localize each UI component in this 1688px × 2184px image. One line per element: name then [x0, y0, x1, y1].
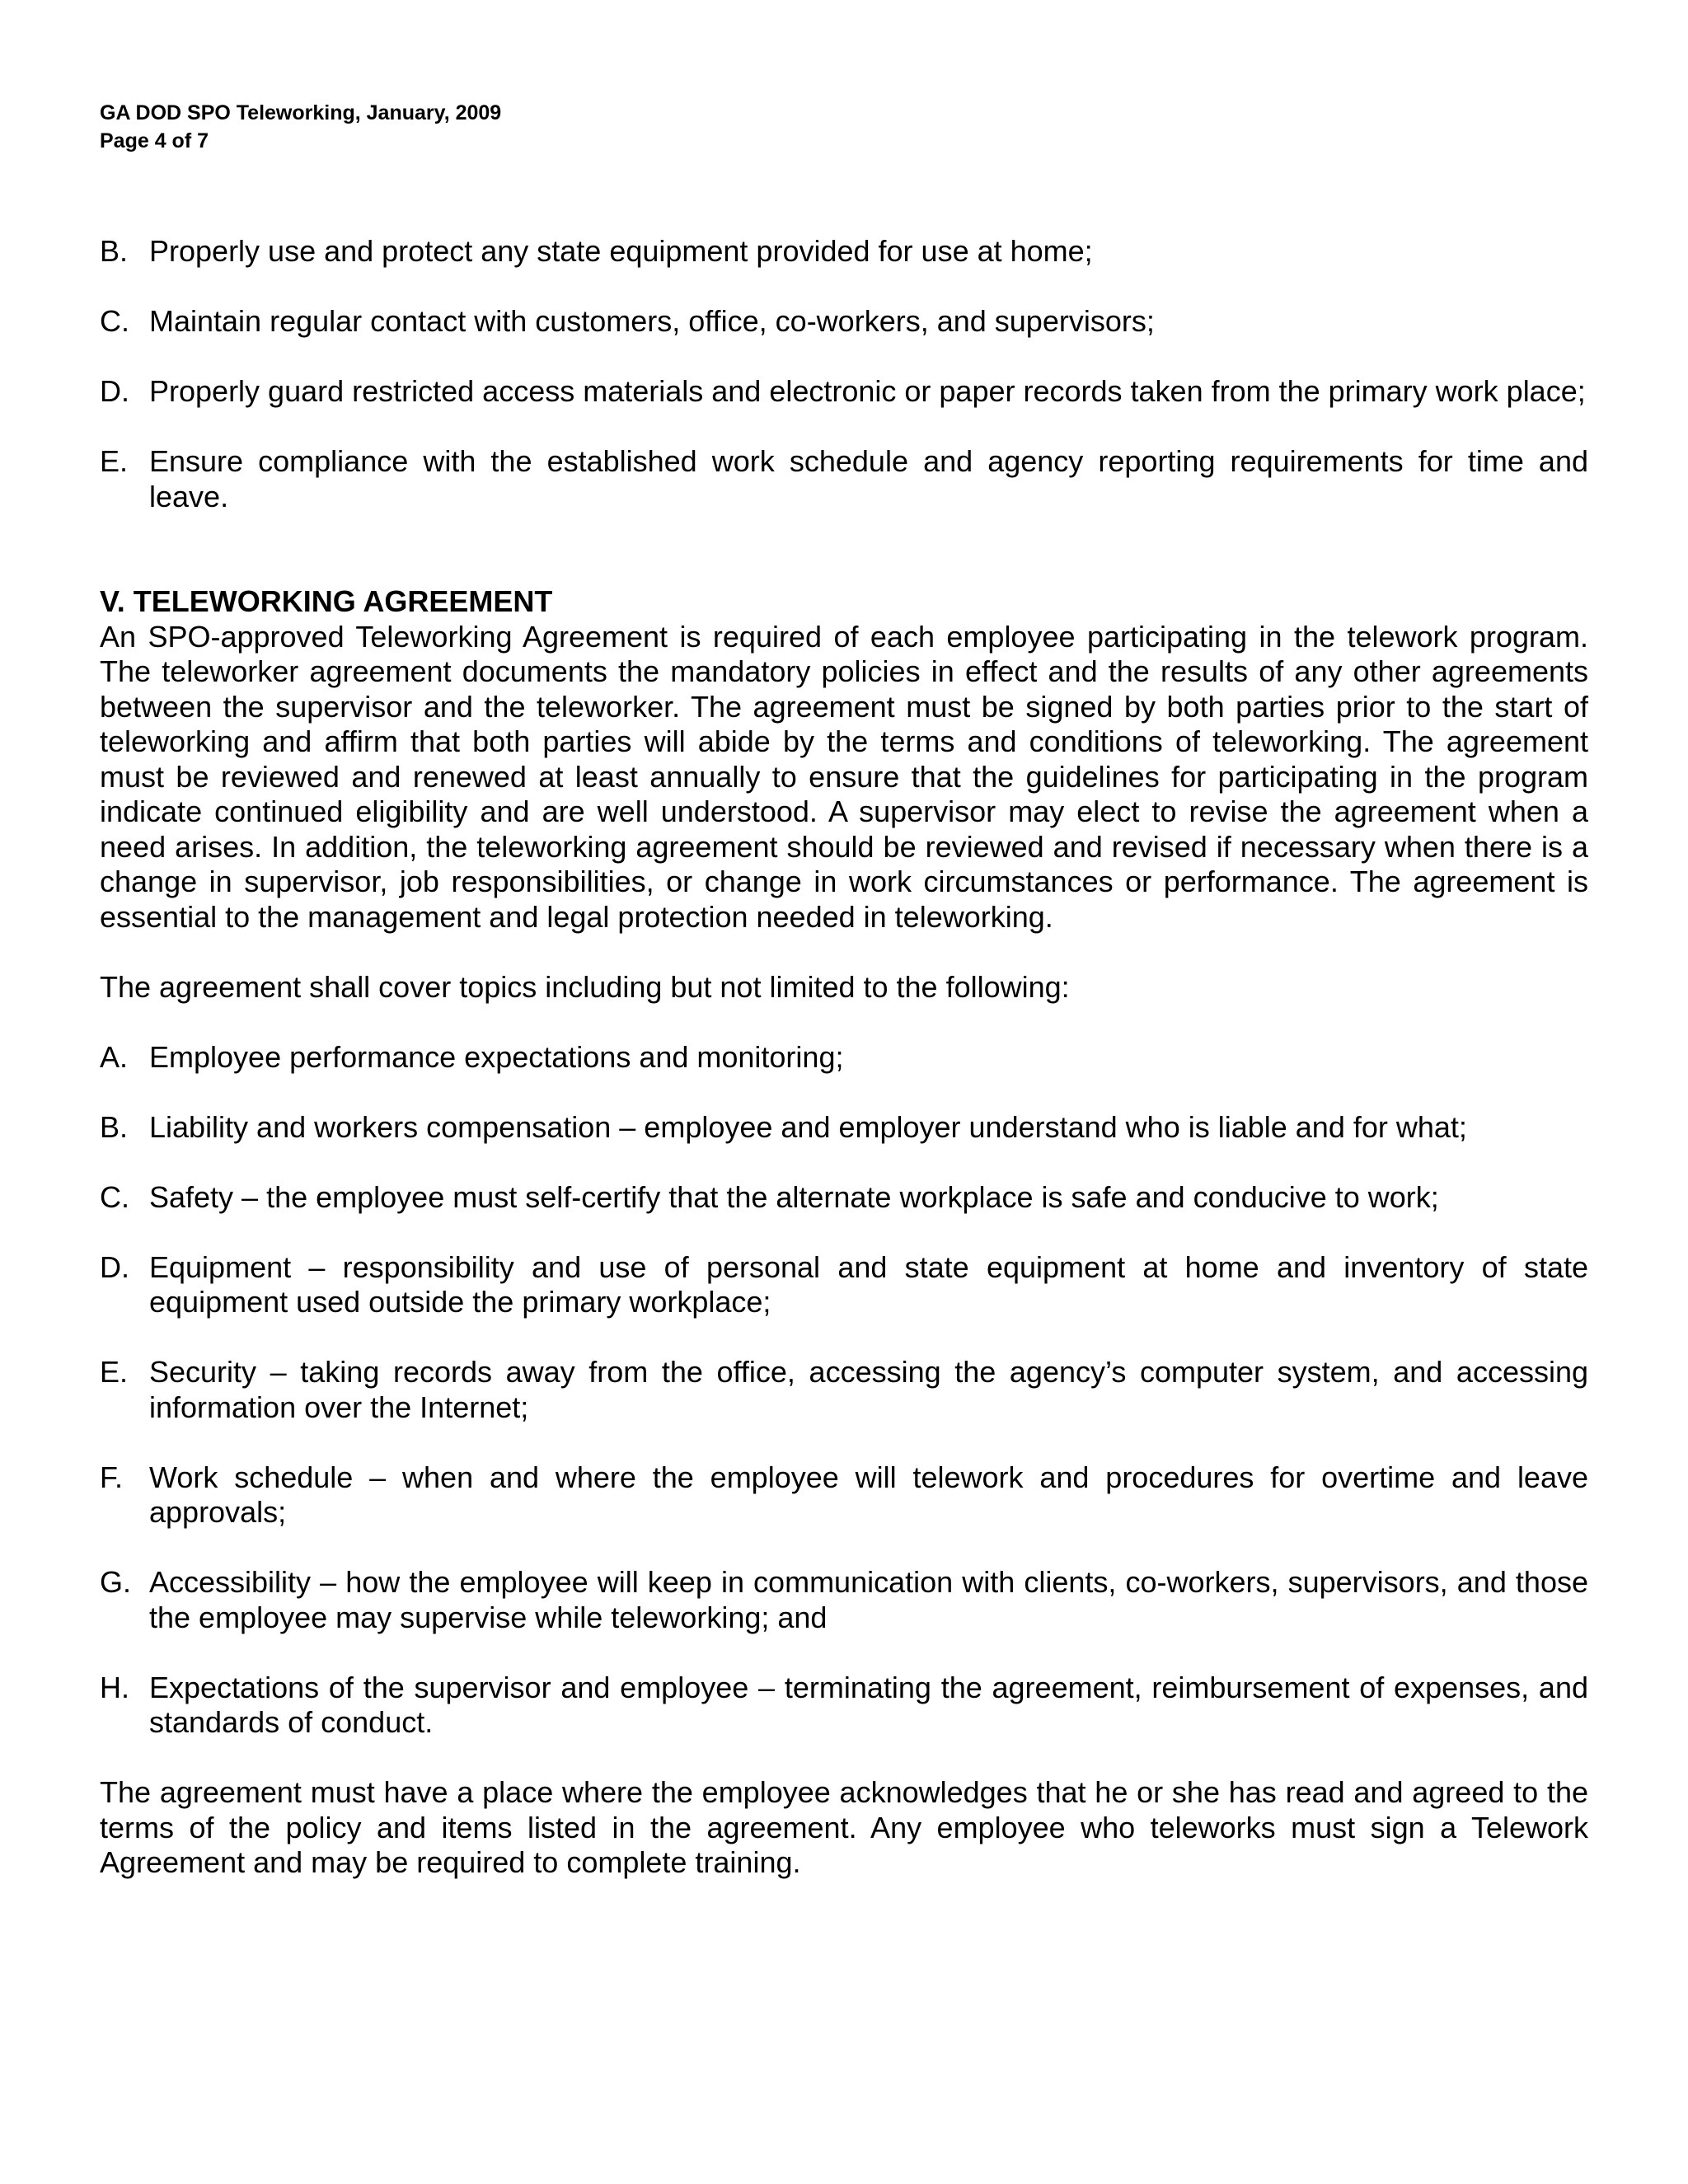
agreement-intro-paragraph: An SPO-approved Teleworking Agreement is required of each employee participating in the telework program. The teleworker agreement documents the mandatory policies in effect and the results of any other agreements between the supervisor and the teleworker. The agreement must be signed by both parties prior to the start of teleworking and affirm that both parties will abide by the terms and conditions of teleworking. The agreement must be reviewed and renewed at least annually to ensure that the guidelines for participating in the program indicate continued eligibility and are well understood. A supervisor may elect to revise the agreement when a need arises. In addition, the teleworking agreement should be reviewed and revised if necessary when there is a change in supervisor, job responsibilities, or change in work circumstances or performance. The agreement is essential to the management and legal protection needed in teleworking. — [100, 619, 1588, 934]
list-text: Expectations of the supervisor and employee – terminating the agreement, reimbursement of expenses, and standards of conduct. — [149, 1670, 1588, 1739]
list-item — [100, 1671, 1588, 1741]
list-marker: F. — [100, 1460, 124, 1494]
list-marker: A. — [100, 1039, 129, 1074]
list-item — [100, 1250, 1588, 1320]
closing-paragraph: The agreement must have a place where the employee acknowledges that he or she has read and agreed to the terms of the policy and items listed in the agreement. Any employee who teleworks must sign a Telework Agreement and may be required to complete training. — [100, 1775, 1588, 1879]
page-content — [100, 234, 1588, 1881]
list-marker: C. — [100, 304, 129, 338]
list-text: Liability and workers compensation – employee and employer understand who is liable and for what; — [149, 1109, 1467, 1144]
list-item — [100, 444, 1588, 514]
list-marker: D. — [100, 374, 129, 408]
list-text: Maintain regular contact with customers, office, co-workers, and supervisors; — [149, 304, 1155, 338]
list-text: Safety – the employee must self-certify that the alternate workplace is safe and conducive to work; — [149, 1179, 1439, 1214]
agreement-topics-list — [100, 1040, 1588, 1741]
paragraph-gap — [100, 935, 1588, 970]
list-item — [100, 1040, 1588, 1076]
list-item — [100, 234, 1588, 269]
list-item — [100, 1565, 1588, 1635]
page-number: Page 4 of 7 — [100, 129, 209, 152]
list-marker: E. — [100, 444, 129, 478]
list-text: Ensure compliance with the established work schedule and agency reporting requirements for time and leave. — [149, 444, 1588, 513]
list-marker: B. — [100, 234, 129, 268]
list-marker: B. — [100, 1109, 129, 1144]
list-marker: H. — [100, 1670, 129, 1704]
list-text: Equipment – responsibility and use of personal and state equipment at home and inventory of state equipment used outside the primary workplace; — [149, 1249, 1588, 1319]
paragraph-gap — [100, 1005, 1588, 1040]
section-heading: V. TELEWORKING AGREEMENT — [100, 584, 553, 618]
page-header — [100, 99, 501, 155]
list-text: Employee performance expectations and monitoring; — [149, 1039, 844, 1074]
list-item — [100, 1110, 1588, 1146]
list-marker: D. — [100, 1249, 129, 1284]
list-item — [100, 1460, 1588, 1530]
list-item — [100, 304, 1588, 340]
list-item — [100, 374, 1588, 410]
list-item — [100, 1355, 1588, 1425]
list-text: Properly use and protect any state equipment provided for use at home; — [149, 234, 1093, 268]
list-item — [100, 1180, 1588, 1216]
list-marker: G. — [100, 1565, 132, 1599]
list-marker: E. — [100, 1355, 129, 1389]
list-marker: C. — [100, 1179, 129, 1214]
list-text: Properly guard restricted access materials and electronic or paper records taken from the primary work place; — [149, 374, 1586, 408]
section-spacer — [100, 514, 1588, 584]
responsibilities-list — [100, 234, 1588, 514]
header-title: GA DOD SPO Teleworking, January, 2009 — [100, 101, 502, 124]
topics-lead-paragraph: The agreement shall cover topics including but not limited to the following: — [100, 969, 1070, 1004]
list-text: Work schedule – when and where the employee will telework and procedures for overtime and leave approvals; — [149, 1460, 1588, 1529]
list-text: Security – taking records away from the office, accessing the agency’s computer system, and accessing information over the Internet; — [149, 1355, 1588, 1424]
list-text: Accessibility – how the employee will keep in communication with clients, co-workers, supervisors, and those the employee may supervise while teleworking; and — [149, 1565, 1588, 1634]
